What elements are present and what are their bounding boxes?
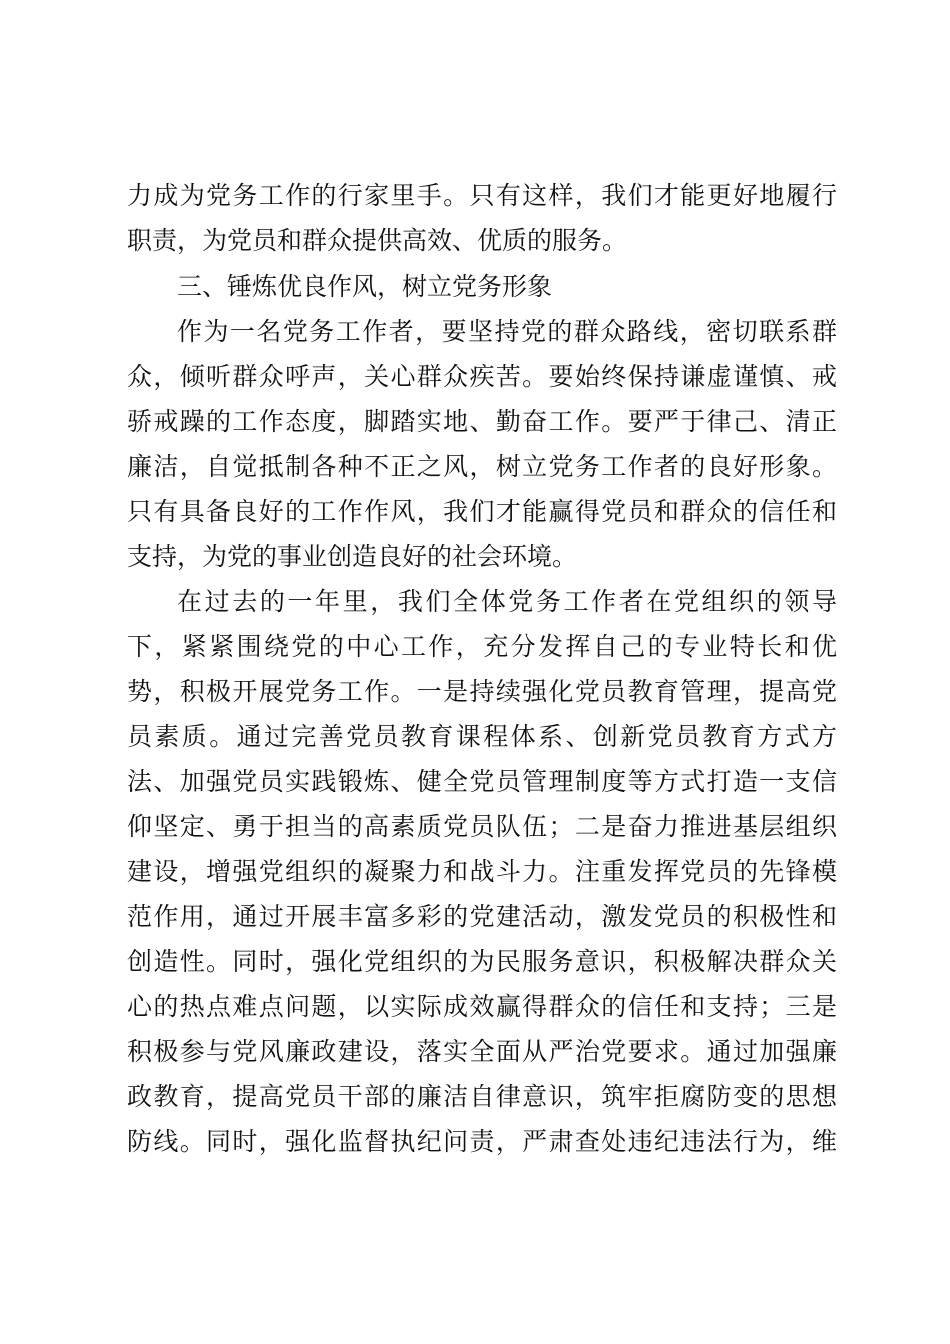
paragraph-line: 建设，增强党组织的凝聚力和战斗力。注重发挥党员的先锋模 bbox=[127, 857, 837, 886]
paragraph-line: 职责，为党员和群众提供高效、优质的服务。 bbox=[127, 226, 628, 255]
paragraph-line: 心的热点难点问题，以实际成效赢得群众的信任和支持；三是 bbox=[127, 992, 837, 1021]
paragraph-line: 只有具备良好的工作作风，我们才能赢得党员和群众的信任和 bbox=[127, 497, 837, 526]
section-heading: 三、锤炼优良作风，树立党务形象 bbox=[177, 272, 553, 301]
paragraph-line: 仰坚定、勇于担当的高素质党员队伍；二是奋力推进基层组织 bbox=[127, 812, 837, 841]
paragraph-line: 作为一名党务工作者，要坚持党的群众路线，密切联系群 bbox=[177, 317, 837, 346]
paragraph-line: 力成为党务工作的行家里手。只有这样，我们才能更好地履行 bbox=[127, 181, 837, 210]
paragraph-line: 众，倾听群众呼声，关心群众疾苦。要始终保持谦虚谨慎、戒 bbox=[127, 362, 837, 391]
paragraph-line: 下，紧紧围绕党的中心工作，充分发挥自己的专业特长和优 bbox=[127, 632, 837, 661]
paragraph-line: 防线。同时，强化监督执纪问责，严肃查处违纪违法行为，维 bbox=[127, 1127, 837, 1156]
paragraph-line: 员素质。通过完善党员教育课程体系、创新党员教育方式方 bbox=[127, 722, 837, 751]
paragraph-line: 政教育，提高党员干部的廉洁自律意识，筑牢拒腐防变的思想 bbox=[127, 1082, 837, 1111]
paragraph-line: 廉洁，自觉抵制各种不正之风，树立党务工作者的良好形象。 bbox=[127, 452, 837, 481]
paragraph-line: 范作用，通过开展丰富多彩的党建活动，激发党员的积极性和 bbox=[127, 902, 837, 931]
paragraph-line: 支持，为党的事业创造良好的社会环境。 bbox=[127, 542, 578, 571]
paragraph-line: 在过去的一年里，我们全体党务工作者在党组织的领导 bbox=[177, 587, 837, 616]
paragraph-line: 势，积极开展党务工作。一是持续强化党员教育管理，提高党 bbox=[127, 677, 837, 706]
paragraph-line: 创造性。同时，强化党组织的为民服务意识，积极解决群众关 bbox=[127, 947, 837, 976]
paragraph-line: 法、加强党员实践锻炼、健全党员管理制度等方式打造一支信 bbox=[127, 767, 837, 796]
paragraph-line: 骄戒躁的工作态度，脚踏实地、勤奋工作。要严于律己、清正 bbox=[127, 407, 837, 436]
paragraph-line: 积极参与党风廉政建设，落实全面从严治党要求。通过加强廉 bbox=[127, 1037, 837, 1066]
